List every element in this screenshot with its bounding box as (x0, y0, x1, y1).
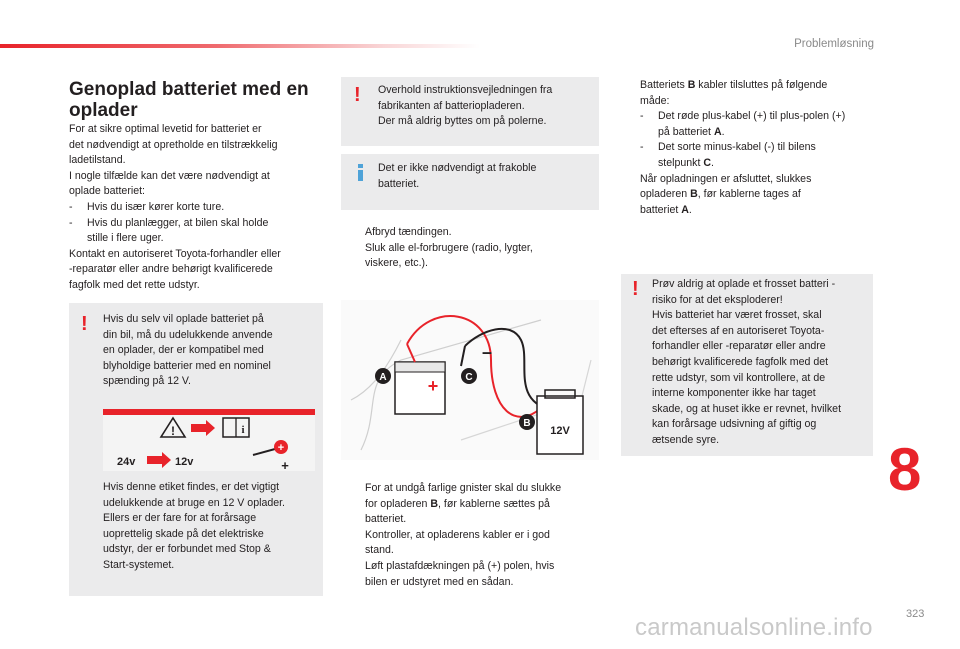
list-item-line: opladeren B, før kablerne tages af (640, 188, 801, 201)
warning-line: interne komponenter ikke har taget (652, 387, 816, 400)
left-warning-after-text (103, 480, 318, 574)
dash-marker: - (69, 200, 73, 213)
warning-line: fabrikanten af batteriopladeren. (378, 99, 525, 112)
dash-item (69, 200, 319, 216)
charging-clamp-icon (253, 440, 289, 471)
diagram-label-b: B (523, 418, 531, 429)
warning-line: udelukkende at bruge en 12 V oplader. (103, 496, 286, 509)
svg-text:!: ! (171, 424, 175, 438)
svg-text:–: – (481, 342, 493, 362)
list-item (346, 225, 596, 241)
info-line: Det er ikke nødvendigt at frakoble (378, 162, 537, 174)
vehicle-battery (395, 362, 445, 414)
diagram-label-a: A (379, 372, 387, 383)
charger-voltage: 12V (550, 425, 570, 437)
info-icon (358, 164, 363, 181)
list-item (346, 559, 598, 590)
diagram-label-c: C (465, 372, 473, 383)
warning-line: det efterses af en autoriseret Toyota- (652, 324, 825, 337)
warning-line: din bil, må du udelukkende anvende (103, 328, 273, 341)
warning-line: risiko for at det eksploderer! (652, 293, 783, 306)
intro-line: fagfolk med det rette udstyr. (69, 278, 200, 291)
intro-line: Kontakt en autoriseret Toyota-forhandler eller (69, 247, 281, 260)
list-item-line: stand. (365, 544, 394, 557)
warning-line: blyholdige batterier med en nominel (103, 359, 271, 372)
warning-line: Overhold instruktionsvejledningen fra (378, 84, 553, 96)
list-item-line: Når opladningen er afsluttet, slukkes (640, 172, 812, 185)
dash-item-line: stille i flere uger. (87, 232, 164, 245)
warning-line: Hvis denne etiket findes, er det vigtigt (103, 481, 280, 493)
warning-line: Hvis du selv vil oplade batteriet på (103, 313, 264, 325)
svg-text:+: + (281, 458, 289, 471)
label-voltage-right: 12v (175, 456, 194, 468)
svg-text:i: i (241, 424, 245, 436)
mid-info-text (378, 161, 596, 192)
mid-info-box (341, 154, 599, 210)
dash-item-line: Det røde plus-kabel (+) til plus-polen (+) (658, 110, 846, 123)
warning-line: Start-systemet. (103, 558, 175, 571)
svg-text:+: + (427, 376, 439, 396)
label-voltage-left: 24v (117, 456, 136, 468)
warning-line: rette udstyr, som vil kontrollere, at de (652, 371, 826, 384)
list-item (346, 241, 596, 272)
intro-line: I nogle tilfælde kan det være nødvendigt at (69, 169, 270, 182)
warning-line: spænding på 12 V. (103, 375, 191, 388)
warning-line: en oplader, der er kompatibel med (103, 344, 264, 357)
warning-line: uoprettelig skade på det elektriske (103, 527, 264, 540)
list-item-line: batteriet A. (640, 203, 692, 216)
list-item-line: viskere, etc.). (365, 257, 428, 270)
dash-item-line: stelpunkt C. (658, 156, 714, 169)
warning-line: udstyr, der er forbundet med Stop & (103, 543, 271, 556)
list-item-line: Løft plastafdækningen på (+) polen, hvis (365, 559, 555, 572)
page-title: Genoplad batteriet med en oplader (69, 79, 309, 121)
warning-icon: ! (354, 84, 361, 106)
dash-item-line: Det sorte minus-kabel (-) til bilens (658, 141, 816, 154)
dash-item-line: Hvis du især kører korte ture. (87, 200, 225, 213)
intro-line: For at sikre optimal levetid for batteriet er (69, 123, 262, 135)
chapter-number: 8 (888, 436, 922, 503)
list-item-line: Kontroller, at opladerens kabler er i god (365, 528, 550, 541)
warning-line: Hvis batteriet har været frosset, skal (652, 309, 822, 322)
list-item (621, 172, 879, 219)
warning-icon: ! (632, 278, 639, 300)
intro-line: oplade batteriet: (69, 185, 145, 198)
right-warning-text (652, 277, 873, 449)
warning-line: Ellers er der fare for at forårsage (103, 512, 257, 525)
dash-item-line: Hvis du planlægger, at bilen skal holde (87, 216, 269, 229)
battery-charger (537, 390, 583, 454)
dash-marker: - (640, 141, 644, 154)
battery-charger-icon (341, 300, 599, 460)
info-line: batteriet. (378, 177, 420, 190)
warning-line: behørigt kvalificerede fagfolk med det (652, 355, 829, 368)
warning-triangle-icon (161, 418, 185, 438)
watermark-text: carmanualsonline.info (635, 614, 873, 641)
dash-item (640, 109, 879, 140)
warning-icon: ! (81, 313, 88, 335)
list-item (346, 528, 598, 559)
left-warning-text (103, 312, 318, 390)
dash-item-line: på batteriet A. (658, 125, 725, 138)
list-item-line: Sluk alle el-forbrugere (radio, lygter, (365, 241, 533, 254)
page-number: 323 (906, 608, 925, 620)
list-item (346, 481, 598, 528)
battery-label-image (103, 409, 315, 471)
list-item-line: Batteriets B kabler tilsluttes på følgende (640, 79, 828, 91)
list-item-line: bilen er udstyret med en sådan. (365, 575, 514, 588)
list-item-line: For at undgå farlige gnister skal du slukke (365, 482, 562, 494)
dash-item (640, 140, 879, 171)
warning-line: forhandler eller -reparatør eller andre (652, 340, 826, 353)
intro-line: -reparatør eller andre behørigt kvalificerede (69, 263, 273, 276)
mid-steps-list-2 (346, 481, 598, 590)
warning-line: Der må aldrig byttes om på polerne. (378, 115, 547, 128)
dash-marker: - (69, 216, 73, 229)
dash-item (69, 216, 319, 247)
svg-text:+: + (277, 442, 285, 454)
manual-book-icon (223, 418, 249, 437)
intro-line: det nødvendigt at opretholde en tilstrækkelig (69, 138, 278, 151)
list-item-line: batteriet. (365, 513, 407, 526)
mid-warning-box (341, 77, 599, 146)
warning-line: kan forårsage udsivning af giftig og (652, 418, 817, 431)
intro-line: ladetilstand. (69, 154, 126, 167)
mid-steps-list-1 (346, 225, 596, 272)
list-item-line: for opladeren B, før kablerne sættes på (365, 497, 550, 510)
warning-line: Prøv aldrig at oplade et frosset batteri - (652, 278, 836, 290)
warning-line: skade, og at huset ikke er revnet, hvilket (652, 402, 842, 415)
section-title: Problemløsning (794, 38, 874, 50)
warning-line: ætsende syre. (652, 433, 720, 446)
header-accent-bar (0, 44, 480, 48)
list-item (621, 78, 879, 172)
dash-marker: - (640, 110, 644, 123)
mid-warning-text (378, 83, 596, 130)
right-warning-box (621, 274, 873, 456)
list-item-line: Afbryd tændingen. (365, 226, 452, 238)
right-steps-list (621, 78, 879, 218)
intro-text (69, 122, 319, 294)
list-item-line: måde: (640, 94, 670, 107)
